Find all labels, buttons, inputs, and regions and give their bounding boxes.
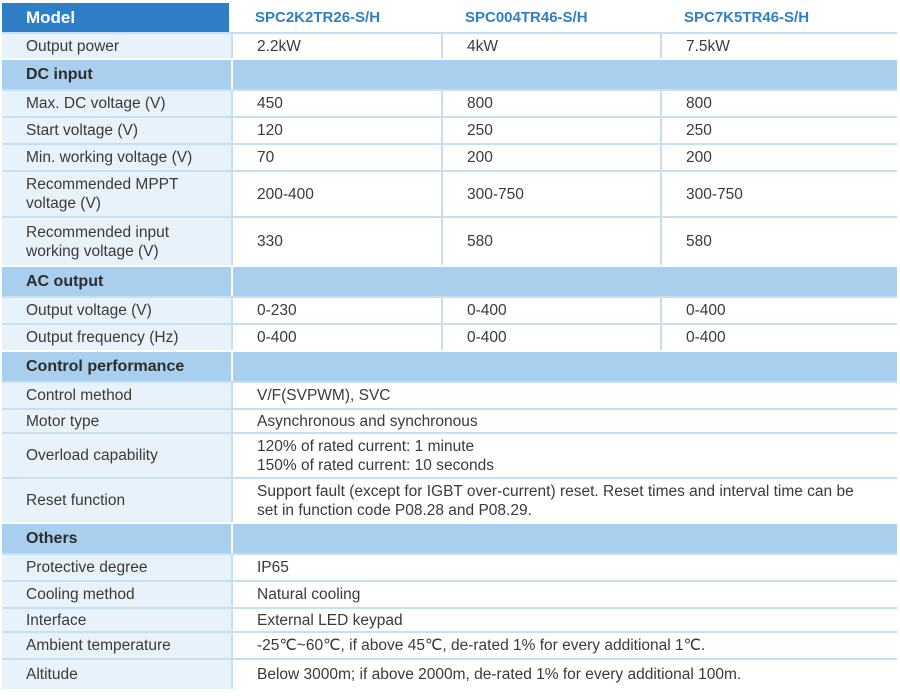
value-cell: 0-400 bbox=[441, 296, 660, 323]
row-label: Overload capability bbox=[2, 432, 231, 477]
section-fill bbox=[231, 265, 897, 296]
row-label: Interface bbox=[2, 607, 231, 631]
model-name-2: SPC004TR46-S/H bbox=[441, 3, 660, 32]
row-label: Output voltage (V) bbox=[2, 296, 231, 323]
table-row bbox=[2, 143, 897, 170]
value-cell: 120 bbox=[231, 116, 441, 143]
table-row bbox=[2, 381, 897, 408]
value-cell: IP65 bbox=[231, 553, 897, 580]
row-label bbox=[2, 170, 231, 216]
value-cell: 70 bbox=[231, 143, 441, 170]
value-cell: 330 bbox=[231, 216, 441, 265]
value-cell: 800 bbox=[660, 89, 897, 116]
value-cell: 0-400 bbox=[660, 296, 897, 323]
value-cell: 7.5kW bbox=[660, 32, 897, 58]
label-line: Recommended MPPT bbox=[26, 176, 179, 193]
row-label: Motor type bbox=[2, 408, 231, 432]
section-others bbox=[2, 522, 897, 553]
value-cell: 450 bbox=[231, 89, 441, 116]
section-control-performance bbox=[2, 350, 897, 381]
model-name-1: SPC2K2TR26-S/H bbox=[231, 3, 441, 32]
table-row bbox=[2, 631, 897, 658]
header-row bbox=[2, 3, 897, 32]
spec-table bbox=[2, 3, 897, 689]
value-line: 150% of rated current: 10 seconds bbox=[257, 456, 494, 474]
row-label: Control method bbox=[2, 381, 231, 408]
value-cell: 0-400 bbox=[441, 323, 660, 350]
section-title: Control performance bbox=[2, 350, 231, 381]
section-fill bbox=[231, 350, 897, 381]
value-cell: 0-230 bbox=[231, 296, 441, 323]
label-line: working voltage (V) bbox=[26, 242, 159, 260]
value-cell: 800 bbox=[441, 89, 660, 116]
value-line: set in function code P08.28 and P08.29. bbox=[257, 501, 532, 519]
row-label bbox=[2, 216, 231, 265]
row-label: Altitude bbox=[2, 658, 231, 689]
value-cell: Below 3000m; if above 2000m, de-rated 1% for every additional 100m. bbox=[231, 658, 897, 689]
value-line: Support fault (except for IGBT over-current) reset. Reset times and interval time can be bbox=[257, 482, 854, 500]
value-cell: 300-750 bbox=[660, 170, 897, 216]
label-line: Recommended input bbox=[26, 223, 170, 241]
section-fill bbox=[231, 58, 897, 89]
model-name-3: SPC7K5TR46-S/H bbox=[660, 3, 897, 32]
table-row bbox=[2, 296, 897, 323]
section-title: AC output bbox=[2, 265, 231, 296]
value-cell: Asynchronous and synchronous bbox=[231, 408, 897, 432]
value-cell bbox=[231, 432, 897, 477]
row-label: Min. working voltage (V) bbox=[2, 143, 231, 170]
row-label: Protective degree bbox=[2, 553, 231, 580]
row-label: Reset function bbox=[2, 477, 231, 522]
value-line: 120% of rated current: 1 minute bbox=[257, 437, 475, 455]
section-title: Others bbox=[2, 522, 231, 553]
table-row bbox=[2, 607, 897, 631]
section-dc-input bbox=[2, 58, 897, 89]
table-row bbox=[2, 89, 897, 116]
value-cell bbox=[231, 477, 897, 522]
value-cell: 0-400 bbox=[660, 323, 897, 350]
row-label: Max. DC voltage (V) bbox=[2, 89, 231, 116]
row-label: Output frequency (Hz) bbox=[2, 323, 231, 350]
row-label: Cooling method bbox=[2, 580, 231, 607]
table-row bbox=[2, 216, 897, 265]
table-row bbox=[2, 323, 897, 350]
value-cell: 580 bbox=[441, 216, 660, 265]
label-line: voltage (V) bbox=[26, 195, 101, 212]
table-row bbox=[2, 477, 897, 522]
value-cell: 4kW bbox=[441, 32, 660, 58]
table-row bbox=[2, 580, 897, 607]
value-cell: Natural cooling bbox=[231, 580, 897, 607]
output-power-row bbox=[2, 32, 897, 58]
value-cell: 250 bbox=[660, 116, 897, 143]
section-ac-output bbox=[2, 265, 897, 296]
value-cell: V/F(SVPWM), SVC bbox=[231, 381, 897, 408]
value-cell: External LED keypad bbox=[231, 607, 897, 631]
table-row bbox=[2, 553, 897, 580]
row-label: Start voltage (V) bbox=[2, 116, 231, 143]
table-row bbox=[2, 432, 897, 477]
value-cell: 200 bbox=[441, 143, 660, 170]
value-cell: 200 bbox=[660, 143, 897, 170]
table-row bbox=[2, 170, 897, 216]
row-label: Output power bbox=[2, 32, 231, 58]
table-row bbox=[2, 408, 897, 432]
value-cell: 200-400 bbox=[231, 170, 441, 216]
value-cell: 300-750 bbox=[441, 170, 660, 216]
value-cell: 0-400 bbox=[231, 323, 441, 350]
row-label: Ambient temperature bbox=[2, 631, 231, 658]
value-cell: 580 bbox=[660, 216, 897, 265]
value-cell: -25℃~60℃, if above 45℃, de-rated 1% for every additional 1℃. bbox=[231, 631, 897, 658]
model-header: Model bbox=[2, 3, 231, 32]
value-cell: 2.2kW bbox=[231, 32, 441, 58]
value-cell: 250 bbox=[441, 116, 660, 143]
table-row bbox=[2, 116, 897, 143]
section-title: DC input bbox=[2, 58, 231, 89]
table-row bbox=[2, 658, 897, 689]
section-fill bbox=[231, 522, 897, 553]
